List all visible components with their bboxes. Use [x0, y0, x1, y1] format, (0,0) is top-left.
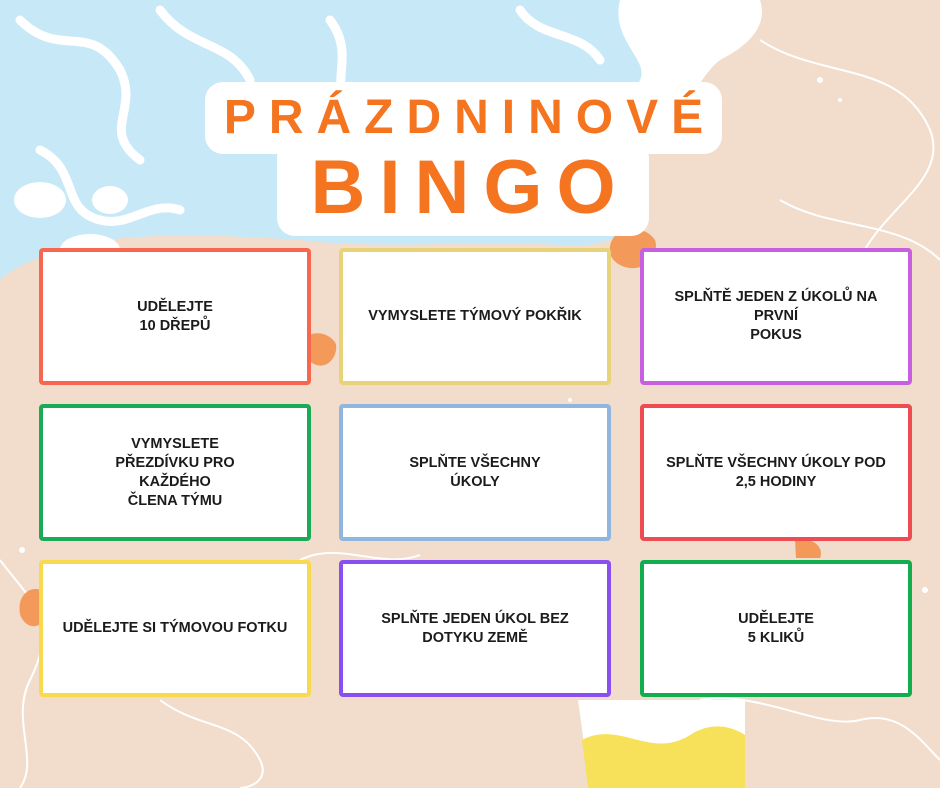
bingo-card-text: VYMYSLETE TÝMOVÝ POKŘIK — [368, 308, 582, 324]
bingo-card-6 — [640, 404, 912, 541]
bingo-card-9 — [640, 560, 912, 697]
bingo-card-text: UDĚLEJTE 5 KLIKŮ — [738, 610, 814, 646]
bingo-card-text: UDĚLEJTE 10 DŘEPŮ — [137, 298, 213, 334]
bingo-card-text: UDĚLEJTE SI TÝMOVOU FOTKU — [62, 620, 288, 636]
bingo-card-8 — [339, 560, 611, 697]
bingo-card-text: SPLŇTE VŠECHNY ÚKOLY — [409, 454, 541, 490]
bingo-card-5 — [339, 404, 611, 541]
bingo-card-text: SPLŇTE JEDEN ÚKOL BEZ DOTYKU ZEMĚ — [381, 610, 569, 646]
bingo-card-text: VYMYSLETE PŘEZDÍVKU PRO KAŽDÉHO ČLENA TÝMU — [115, 435, 235, 509]
bingo-card-7 — [39, 560, 311, 697]
bingo-card-2 — [339, 248, 611, 385]
bingo-card-4 — [39, 404, 311, 541]
bingo-card-3 — [640, 248, 912, 385]
bingo-card-1 — [39, 248, 311, 385]
bingo-card-text: SPLŇTĚ JEDEN Z ÚKOLŮ NA PRVNÍ POKUS — [674, 289, 878, 343]
bingo-card-text: SPLŇTE VŠECHNY ÚKOLY POD 2,5 HODINY — [666, 454, 886, 490]
title-line-2: BINGO — [310, 145, 630, 230]
title-line-1: PRÁZDNINOVÉ — [223, 91, 717, 144]
